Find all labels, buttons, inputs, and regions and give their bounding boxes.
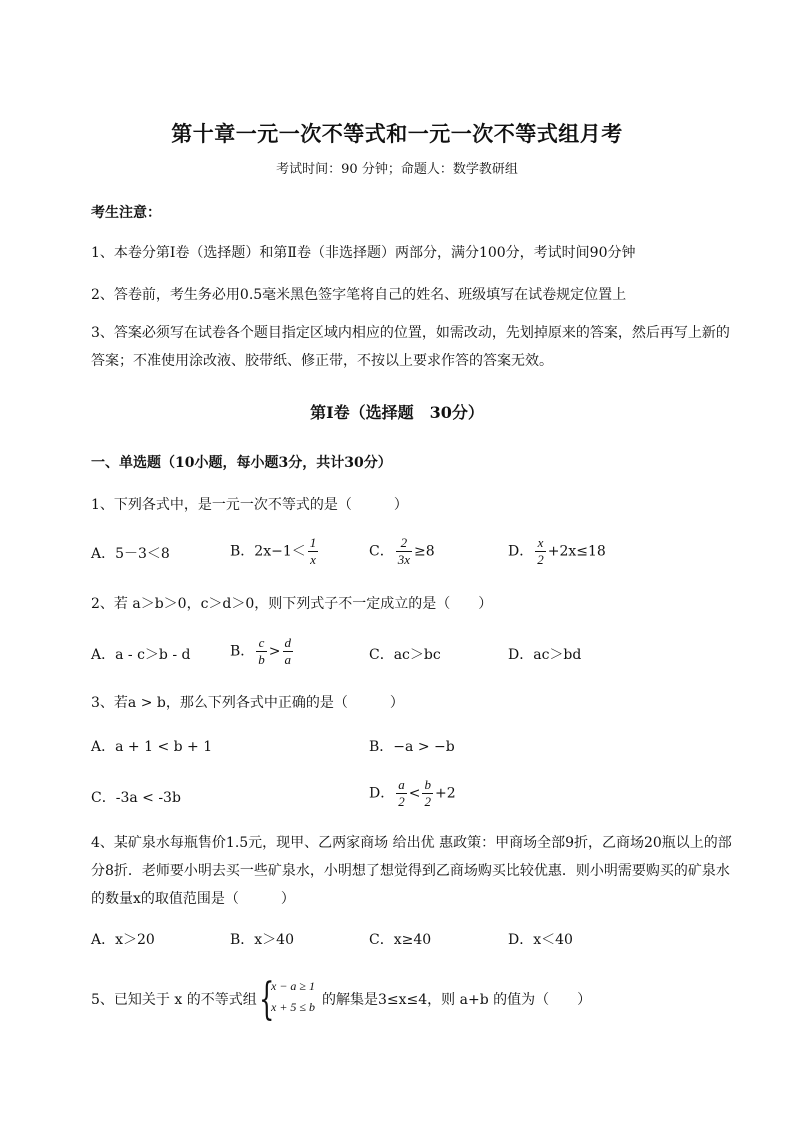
section-title: 第Ⅰ卷（选择题 30分） — [310, 403, 484, 422]
question-5-stem-suffix: 的解集是3≤x≤4，则 a+b 的值为（ ） — [322, 992, 592, 1008]
q1-option-b-prefix: B．2x−1＜ — [230, 543, 306, 560]
q1-option-b[interactable] — [230, 535, 320, 568]
q2-option-d[interactable]: D．ac＞bd — [508, 647, 582, 663]
q1-b-numerator: 1 — [309, 535, 317, 550]
q1-b-denominator: x — [310, 552, 316, 567]
part-heading: 一、单选题（10小题，每小题3分，共计30分） — [91, 455, 392, 471]
q3-option-c[interactable]: C．-3a < -3b — [91, 790, 181, 806]
notice-item-3: 3、答案必须写在试卷各个题目指定区域内相应的位置，如需改动，先划掉原来的答案，然后再写上新的答案；不准使用涂改液、胶带纸、修正带，不按以上要求作答的答案无效。 — [91, 325, 730, 369]
q2-option-c[interactable]: C．ac＞bc — [369, 647, 441, 663]
system-line-1: x − a ≥ 1 — [271, 979, 316, 993]
q1-option-a[interactable]: A．5－3＜8 — [91, 546, 170, 562]
q4-option-a[interactable]: A．x＞20 — [91, 932, 155, 948]
notice-item-2: 2、答卷前，考生务必用0.5毫米黑色签字笔将自己的姓名、班级填写在试卷规定位置上 — [91, 287, 627, 303]
q1-d-numerator: x — [535, 535, 546, 552]
q1-option-c-prefix: C． — [369, 543, 394, 560]
notice-item-1: 1、本卷分第Ⅰ卷（选择题）和第Ⅱ卷（非选择题）两部分，满分100分，考试时间90分钟 — [91, 245, 636, 261]
q2-b-numerator-2: d — [284, 635, 292, 650]
q3-d-denominator-1: 2 — [398, 794, 405, 809]
q2-b-denominator-2: a — [284, 652, 292, 667]
page-title: 第十章一元一次不等式和一元一次不等式组月考 — [171, 121, 623, 146]
q3-option-d-prefix: D． — [369, 785, 395, 802]
q1-option-d[interactable] — [508, 535, 606, 568]
q4-option-c[interactable]: C．x≥40 — [369, 932, 432, 948]
question-1-stem: 1、下列各式中，是一元一次不等式的是（ ） — [91, 497, 408, 513]
q4-option-d[interactable]: D．x＜40 — [508, 932, 573, 948]
q3-d-numerator-1: a — [398, 777, 405, 792]
q2-option-a[interactable]: A．a - c＞b - d — [91, 647, 191, 663]
q3-option-b[interactable]: B．−a > −b — [369, 739, 455, 755]
question-5-stem-prefix: 5、已知关于 x 的不等式组 — [91, 992, 257, 1008]
q1-option-d-suffix: +2x≤18 — [547, 543, 606, 560]
q1-c-denominator: 3x — [397, 552, 410, 567]
q3-d-denominator-2: 2 — [424, 794, 431, 809]
q1-option-c-fraction — [396, 535, 412, 568]
q1-option-c[interactable] — [369, 535, 435, 568]
q1-option-b-fraction — [308, 535, 319, 568]
notice-heading: 考生注意： — [91, 205, 161, 221]
q2-b-numerator-1: c — [256, 635, 267, 652]
q1-option-c-suffix: ≥8 — [414, 543, 435, 560]
system-brace: { — [259, 974, 275, 1025]
question-2-stem: 2、若 a＞b＞0，c＞d＞0，则下列式子不一定成立的是（ ） — [91, 596, 493, 612]
question-3-stem: 3、若a > b，那么下列各式中正确的是（ ） — [91, 695, 404, 711]
q3-d-numerator-2: b — [424, 777, 431, 792]
question-4-stem: 4、某矿泉水每瓶售价1.5元，现甲、乙两家商场 给出优 惠政策：甲商场全部9折，乙商场20瓶以上的部分8折．老师要小明去买一些矿泉水，小明想了想觉得到乙商场购买比较优惠．则小明需要购买的矿泉水的数量x的取值范围是（ ） — [91, 835, 732, 907]
q2-option-b-prefix: B． — [230, 643, 255, 660]
q3-option-d-fraction-1 — [396, 777, 407, 810]
q3-option-d[interactable] — [369, 777, 456, 810]
q1-c-numerator: 2 — [396, 535, 412, 552]
exam-info: 考试时间：90 分钟；命题人：数学教研组 — [276, 162, 518, 177]
q3-option-d-fraction-2 — [422, 777, 433, 810]
q1-option-d-prefix: D． — [508, 543, 534, 560]
q2-option-b-fraction-1 — [256, 635, 267, 668]
q1-option-d-fraction — [535, 535, 546, 568]
system-line-2: x + 5 ≤ b — [271, 1000, 316, 1014]
q2-option-b-relation: > — [268, 643, 281, 660]
q2-b-denominator-1: b — [258, 652, 265, 667]
q1-d-denominator: 2 — [537, 552, 544, 567]
q2-option-b[interactable] — [230, 635, 295, 668]
q3-option-d-relation: < — [408, 785, 421, 802]
q3-option-d-suffix: +2 — [434, 785, 456, 802]
q2-option-b-fraction-2 — [283, 635, 294, 668]
q3-option-a[interactable]: A．a + 1 < b + 1 — [91, 739, 213, 755]
q4-option-b[interactable]: B．x＞40 — [230, 932, 294, 948]
